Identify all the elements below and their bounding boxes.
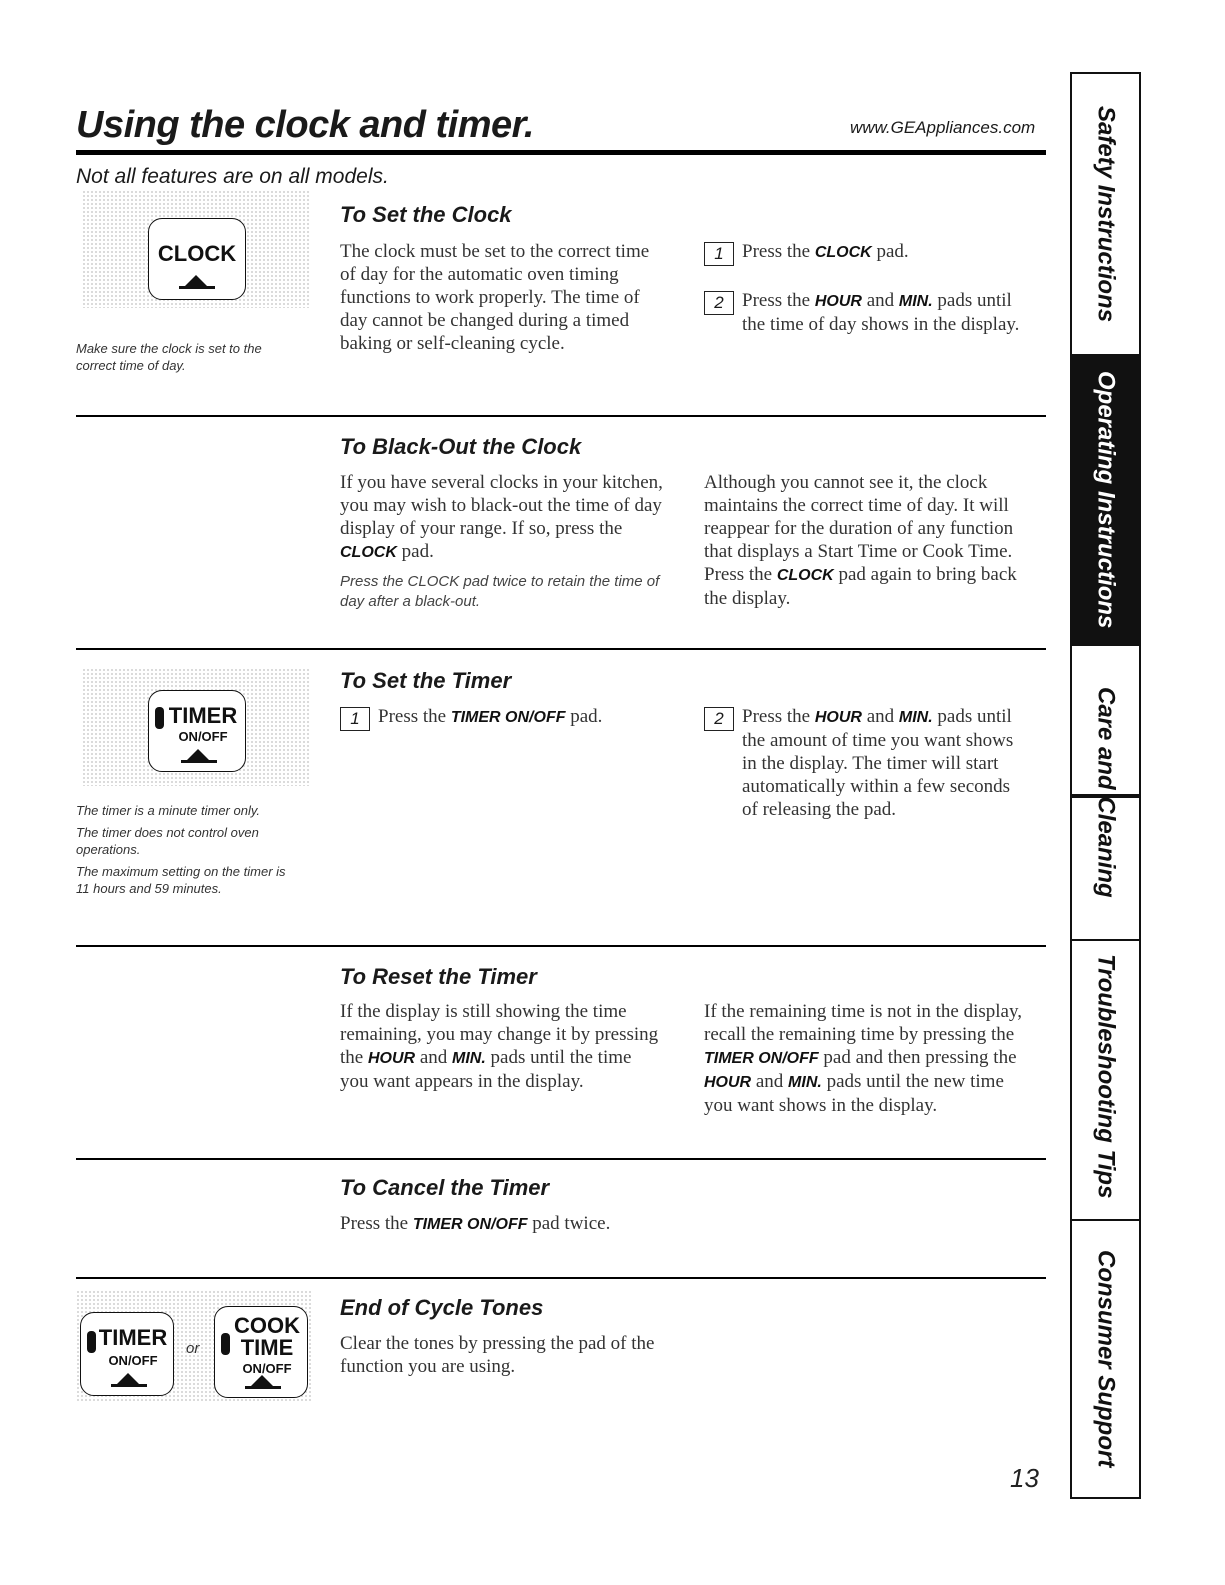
section-tabs-lower [1070, 796, 1141, 1499]
timer-pad-illustration [82, 668, 310, 786]
cancel-timer-body: Press the TIMER ON/OFF pad twice. [340, 1213, 611, 1234]
set-clock-step-1 [704, 242, 734, 266]
tab-troubleshooting-tips[interactable]: Troubleshooting Tips [1072, 934, 1139, 1221]
clock-pad [148, 218, 246, 300]
timer-on-off-pad [148, 690, 246, 772]
blackout-left-body: If you have several clocks in your kitchen, you may wish to black-out the time of day display of your range. If so, press the CLOCK pad. [340, 472, 663, 562]
page-title: Using the clock and timer. [76, 104, 534, 146]
section-divider [76, 648, 1046, 650]
blackout-right-body: Although you cannot see it, the clock maintains the correct time of day. It will reappear for the duration of any function that displays a Start Time or Cook Time. Press the CLOCK pad again to bring back the display. [704, 472, 1017, 609]
cook-time-on-off-pad [214, 1306, 308, 1398]
reset-timer-left-body: If the display is still showing the time remaining, you may change it by pressing the HOUR and MIN. pads until the time you want appears in the display. [340, 1001, 659, 1092]
on-off-pad-label: ON/OFF [108, 1353, 158, 1368]
blackout-note: Press the CLOCK pad twice to retain the time of day after a black-out. [340, 573, 660, 610]
section-divider [76, 1277, 1046, 1279]
set-timer-step-1 [340, 707, 370, 731]
on-off-pad-label: ON/OFF [242, 1361, 292, 1376]
set-clock-heading: To Set the Clock [340, 202, 512, 227]
cook-pad-label: COOK [234, 1313, 300, 1338]
triangle-icon [117, 1373, 139, 1384]
tab-consumer-support[interactable]: Consumer Support [1092, 1250, 1120, 1468]
section-divider [76, 945, 1046, 947]
clock-pad-illustration [82, 190, 310, 308]
tab-operating-instructions[interactable]: Operating Instructions [1072, 356, 1139, 646]
step-number: 1 [704, 242, 734, 266]
on-off-pad-label: ON/OFF [178, 729, 228, 744]
clock-caption: Make sure the clock is set to the correct time of day. [76, 341, 262, 373]
triangle-icon [251, 1375, 273, 1386]
section-tabs [1070, 72, 1141, 898]
page-number: 13 [1010, 1463, 1039, 1493]
timer-pad-label: TIMER [98, 1325, 168, 1350]
triangle-icon [187, 749, 209, 760]
set-clock-step-2-text: Press the HOUR and MIN. pads until the time of day shows in the display. [742, 290, 1020, 335]
timer-on-off-pad [80, 1312, 174, 1396]
step-number: 2 [704, 291, 734, 315]
reset-timer-heading: To Reset the Timer [340, 964, 537, 989]
step-number: 2 [704, 707, 734, 731]
set-clock-step-1-text: Press the CLOCK pad. [742, 241, 909, 262]
set-timer-step-2-text: Press the HOUR and MIN. pads until the amount of time you want shows in the display. The timer will start automatically within a few seconds of releasing the pad. [742, 706, 1014, 820]
end-cycle-heading: End of Cycle Tones [340, 1295, 544, 1320]
set-timer-heading: To Set the Timer [340, 668, 512, 693]
section-divider [76, 1158, 1046, 1160]
set-clock-step-2 [704, 291, 734, 315]
timer-pad-label: TIMER [168, 703, 238, 728]
set-clock-body: The clock must be set to the correct time of day for the automatic oven timing functions to work properly. The time of day cannot be changed during a timed baking or self-cleaning cycle. [340, 241, 650, 354]
time-pad-label: TIME [240, 1335, 294, 1360]
page-subtitle: Not all features are on all models. [76, 165, 389, 188]
website-url[interactable]: www.GEAppliances.com [850, 118, 1036, 137]
end-cycle-body: Clear the tones by pressing the pad of the function you are using. [340, 1333, 655, 1377]
tab-care-and-cleaning[interactable]: Care and Cleaning [1072, 646, 1139, 941]
blackout-heading: To Black-Out the Clock [340, 434, 582, 459]
or-label: or [186, 1340, 200, 1357]
tab-safety-instructions[interactable]: Safety Instructions [1072, 74, 1139, 356]
triangle-icon [185, 275, 207, 286]
cancel-timer-heading: To Cancel the Timer [340, 1175, 550, 1200]
set-timer-step-2 [704, 707, 734, 731]
reset-timer-right-body: If the remaining time is not in the display, recall the remaining time by pressing the TIMER ON/OFF pad and then pressing the HOUR and MIN. pads until the new time you want shows in the display. [704, 1001, 1023, 1116]
end-cycle-pads-illustration [76, 1290, 312, 1402]
section-divider [76, 415, 1046, 417]
step-number: 1 [340, 707, 370, 731]
clock-pad-label: CLOCK [157, 241, 237, 266]
header-rule [76, 150, 1046, 155]
set-timer-step-1-text: Press the TIMER ON/OFF pad. [378, 706, 603, 727]
timer-captions: The timer is a minute timer only. The timer does not control oven operations. The maximum setting on the timer is 11 hours and 59 minutes. [76, 803, 286, 896]
